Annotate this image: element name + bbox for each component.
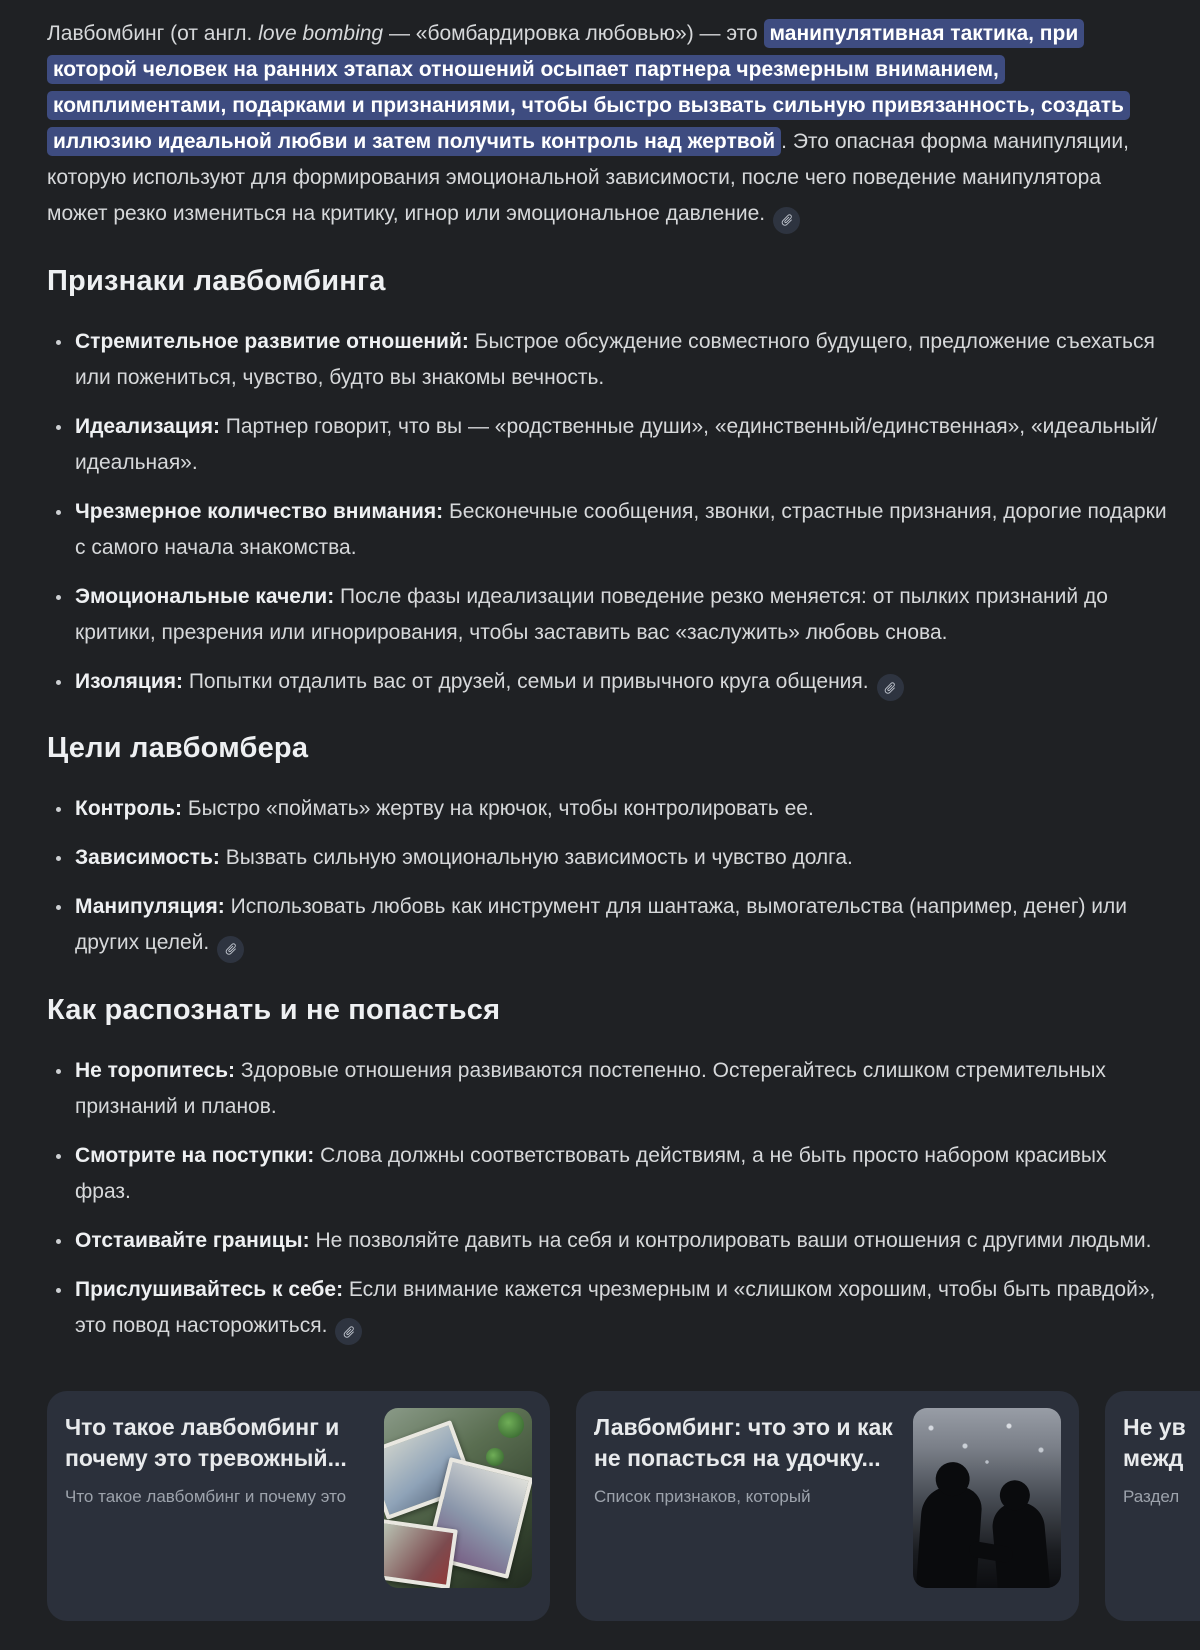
intro-text: — «бомбардировка любовью») — это xyxy=(383,22,764,45)
paperclip-icon xyxy=(880,678,900,698)
card-title-line: Не ув xyxy=(1123,1414,1186,1440)
person-silhouette xyxy=(991,1500,1052,1588)
list-item xyxy=(47,1053,1167,1125)
source-link-button[interactable] xyxy=(217,936,244,963)
card-thumbnail-photo-collage xyxy=(384,1408,532,1588)
list-item xyxy=(47,324,1167,396)
highlighted-citation[interactable]: манипулятивная тактика, при которой человек на ранних этапах отношений осыпает партнера чрезмерным вниманием, комплиментами, подарками и признаниями, чтобы быстро вызвать сильную привязанность, создать иллюзию идеальной любви и затем получить контроль над жертвой xyxy=(47,19,1130,156)
paperclip-icon xyxy=(339,1322,359,1342)
bullet-list xyxy=(47,1053,1167,1346)
list-item-lead: Отстаивайте границы: xyxy=(75,1228,310,1252)
list-item xyxy=(47,840,1167,876)
water-shimmer-decor xyxy=(913,1416,1061,1468)
card-title xyxy=(1123,1412,1200,1474)
list-item-lead: Прислушивайтесь к себе: xyxy=(75,1277,344,1301)
list-item xyxy=(47,889,1167,963)
list-item-lead: Манипуляция: xyxy=(75,895,225,918)
list-item-lead: Не торопитесь: xyxy=(75,1058,236,1082)
intro-paragraph xyxy=(47,16,1167,234)
list-item-lead: Эмоциональные качели: xyxy=(75,584,335,608)
card-title: Лавбомбинг: что это и как не попасться на удочку... xyxy=(594,1414,893,1471)
bullet-list xyxy=(47,791,1167,963)
section-title: Признаки лавбомбинга xyxy=(47,264,386,297)
list-item-text: Вызвать сильную эмоциональную зависимость и чувство долга. xyxy=(219,846,853,869)
list-item xyxy=(47,664,1167,702)
list-item xyxy=(47,1138,1167,1210)
intro-term-italic: love bombing xyxy=(258,22,384,45)
intro-text: Лавбомбинг (от англ. xyxy=(47,22,259,45)
section-title: Как распознать и не попасться xyxy=(47,993,501,1026)
list-item xyxy=(47,1272,1167,1346)
list-item-text: Если внимание кажется чрезмерным и «слишком хорошим, чтобы быть правдой», это повод насторожиться. xyxy=(75,1277,1156,1337)
list-item-lead: Чрезмерное количество внимания: xyxy=(75,499,444,523)
list-item xyxy=(47,579,1167,651)
list-item xyxy=(47,409,1167,481)
paperclip-icon xyxy=(221,939,241,959)
related-card-how-not-to-fall[interactable] xyxy=(576,1391,1079,1621)
list-item-text: Быстрое обсуждение совместного будущего, предложение съехаться или пожениться, чувство, будто вы знакомы вечность. xyxy=(75,329,1155,389)
card-thumbnail-couple-silhouette xyxy=(913,1408,1061,1588)
related-card-clipped[interactable] xyxy=(1105,1391,1200,1621)
intro-text: . Это опасная форма манипуляции, которую используют для формирования эмоциональной зависимости, после чего поведение манипулятора может резко измениться на критику, игнор или эмоциональное давление. xyxy=(47,130,1129,225)
card-text xyxy=(594,1408,899,1604)
section-title: Цели лавбомбера xyxy=(47,732,309,764)
source-link-button[interactable] xyxy=(773,207,800,234)
section-signs xyxy=(47,264,1167,702)
list-item-text: Здоровые отношения развиваются постепенно. Остерегайтесь слишком стремительных признаний и планов. xyxy=(75,1058,1106,1118)
list-item-text: Партнер говорит, что вы — «родственные души», «единственный/единственная», «идеальный/идеальная». xyxy=(75,414,1158,474)
card-title: Что такое лавбомбинг и почему это тревожный... xyxy=(65,1414,347,1471)
card-title-line: межд xyxy=(1123,1445,1184,1471)
photo-print xyxy=(384,1519,458,1588)
list-item-text: Быстро «поймать» жертву на крючок, чтобы контролировать ее. xyxy=(182,797,814,820)
source-link-button[interactable] xyxy=(335,1318,362,1345)
list-item xyxy=(47,494,1167,566)
list-item-lead: Контроль: xyxy=(75,797,182,820)
card-subtitle: Что такое лавбомбинг и почему это xyxy=(65,1487,347,1506)
list-item-text: Не позволяйте давить на себя и контролировать ваши отношения с другими людьми. xyxy=(309,1228,1152,1252)
bullet-list xyxy=(47,324,1167,702)
related-cards-row xyxy=(47,1391,1200,1621)
list-item xyxy=(47,791,1167,827)
card-text xyxy=(1123,1408,1200,1604)
list-item-text: Попытки отдалить вас от друзей, семьи и привычного круга общения. xyxy=(182,669,869,693)
source-link-button[interactable] xyxy=(877,674,904,701)
paperclip-icon xyxy=(777,210,797,230)
list-item-lead: Изоляция: xyxy=(75,669,183,693)
related-card-what-is-lovebombing[interactable] xyxy=(47,1391,550,1621)
section-goals xyxy=(47,731,1167,963)
list-item-text: Использовать любовь как инструмент для шантажа, вымогательства (например, денег) или других целей. xyxy=(75,895,1128,954)
list-item-lead: Стремительное развитие отношений: xyxy=(75,329,469,353)
plant-decor xyxy=(498,1412,524,1438)
card-subtitle: Список признаков, который xyxy=(594,1487,811,1506)
list-item-text: Слова должны соответствовать действиям, а не быть просто набором красивых фраз. xyxy=(75,1143,1107,1203)
plant-decor xyxy=(486,1448,504,1466)
card-text xyxy=(65,1408,370,1604)
list-item-lead: Зависимость: xyxy=(75,846,220,869)
list-item-lead: Смотрите на поступки: xyxy=(75,1143,315,1167)
list-item xyxy=(47,1223,1167,1259)
card-subtitle: Раздел xyxy=(1123,1487,1180,1506)
list-item-lead: Идеализация: xyxy=(75,414,220,438)
section-how-to-recognize xyxy=(47,993,1167,1346)
person-silhouette xyxy=(915,1484,983,1588)
list-item-text: После фазы идеализации поведение резко меняется: от пылких признаний до критики, презрения или игнорирования, чтобы заставить вас «заслужить» любовь снова. xyxy=(75,584,1108,644)
list-item-text: Бесконечные сообщения, звонки, страстные признания, дорогие подарки с самого начала знакомства. xyxy=(75,499,1167,559)
